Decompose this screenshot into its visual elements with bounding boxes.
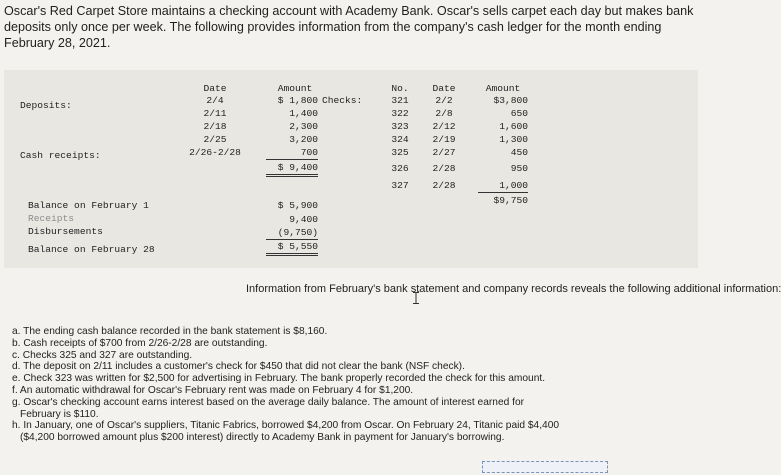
deposit-total: $ 9,400 <box>266 161 318 177</box>
additional-info-heading: Information from February's bank statement and company records reveals the following additional information: <box>246 283 781 295</box>
check-date: 2/28 <box>432 163 456 174</box>
check-date: 2/19 <box>432 134 456 145</box>
check-date: 2/2 <box>435 95 453 106</box>
deposit-date: 2/18 <box>203 121 227 132</box>
check-amount: 950 <box>510 163 528 174</box>
list-item: h. In January, one of Oscar's suppliers, Titanic Fabrics, borrowed $4,200 from Oscar. On February 24, Titanic paid $4,400 <box>12 420 560 432</box>
check-amount-header: Amount <box>485 83 521 94</box>
deposits-label: Deposits: <box>20 100 72 111</box>
balance-amount: $ 5,550 <box>266 240 318 256</box>
check-amount: 450 <box>510 147 528 158</box>
cash-ledger <box>4 70 698 268</box>
check-no: 326 <box>391 163 409 174</box>
check-amount: 1,300 <box>499 134 528 145</box>
deposit-amount: $ 1,800 <box>277 95 318 106</box>
check-amount: 1,600 <box>499 121 528 132</box>
deposit-amount: 700 <box>266 146 318 160</box>
deposit-amount: 1,400 <box>289 108 318 119</box>
check-amount: 650 <box>510 108 528 119</box>
balance-amount: $ 5,900 <box>277 200 318 211</box>
balance-label: Disbursements <box>28 226 103 237</box>
balance-amount: (9,750) <box>266 226 318 240</box>
deposit-date: 2/11 <box>203 108 227 119</box>
balance-amount: 9,400 <box>289 214 318 225</box>
list-item: c. Checks 325 and 327 are outstanding. <box>12 349 193 361</box>
check-date: 2/12 <box>432 121 456 132</box>
deposit-amount-header: Amount <box>277 83 313 94</box>
deposit-date-header: Date <box>203 83 227 94</box>
check-date: 2/27 <box>432 147 456 158</box>
problem-intro: Oscar's Red Carpet Store maintains a checking account with Academy Bank. Oscar's sells carpet each day but makes bank deposits only once per week. The following provides information from the company's cash ledger for the month ending February 28, 2021. <box>4 4 694 50</box>
check-no: 325 <box>391 147 409 158</box>
list-item: e. Check 323 was written for $2,500 for advertising in February. The bank properly recorded the check for this amount. <box>12 373 546 385</box>
check-no: 321 <box>391 95 409 106</box>
balance-label: Balance on February 28 <box>28 244 155 255</box>
check-date-header: Date <box>432 83 456 94</box>
list-item: b. Cash receipts of $700 from 2/26-2/28 are outstanding. <box>12 337 268 349</box>
check-no: 324 <box>391 134 409 145</box>
list-item: a. The ending cash balance recorded in the bank statement is $8,160. <box>12 326 328 337</box>
cash-receipts-label: Cash receipts: <box>20 150 101 161</box>
deposit-amount: 3,200 <box>289 134 318 145</box>
list-item: g. Oscar's checking account earns interest based on the average daily balance. The amount of interest earned for <box>12 396 525 408</box>
additional-info-list <box>12 326 696 444</box>
list-item: f. An automatic withdrawal for Oscar's February rent was made on February 4 for $1,200. <box>12 384 414 396</box>
check-no: 323 <box>391 121 409 132</box>
deposit-date: 2/4 <box>206 95 224 106</box>
check-amount: $3,800 <box>493 95 528 106</box>
list-item: ($4,200 borrowed amount plus $200 interest) directly to Academy Bank in payment for January's borrowing. <box>20 432 505 444</box>
answer-input-box[interactable] <box>482 461 608 473</box>
checks-total: $9,750 <box>493 195 528 206</box>
check-date: 2/28 <box>432 180 456 191</box>
balance-label: Balance on February 1 <box>28 200 149 211</box>
deposit-date: 2/25 <box>203 134 227 145</box>
list-item: d. The deposit on 2/11 includes a customer's check for $450 that did not clear the bank (NSF check). <box>12 361 465 373</box>
deposit-amount: 2,300 <box>289 121 318 132</box>
check-date: 2/8 <box>435 108 453 119</box>
check-no: 327 <box>391 180 409 191</box>
check-no-header: No. <box>391 83 409 94</box>
text-cursor-icon <box>412 292 420 304</box>
list-item: February is $110. <box>20 408 99 420</box>
check-amount: 1,000 <box>478 179 528 193</box>
checks-label: Checks: <box>322 95 363 106</box>
deposit-date: 2/26-2/28 <box>189 147 241 158</box>
balance-label: Receipts <box>28 213 75 224</box>
check-no: 322 <box>391 108 409 119</box>
